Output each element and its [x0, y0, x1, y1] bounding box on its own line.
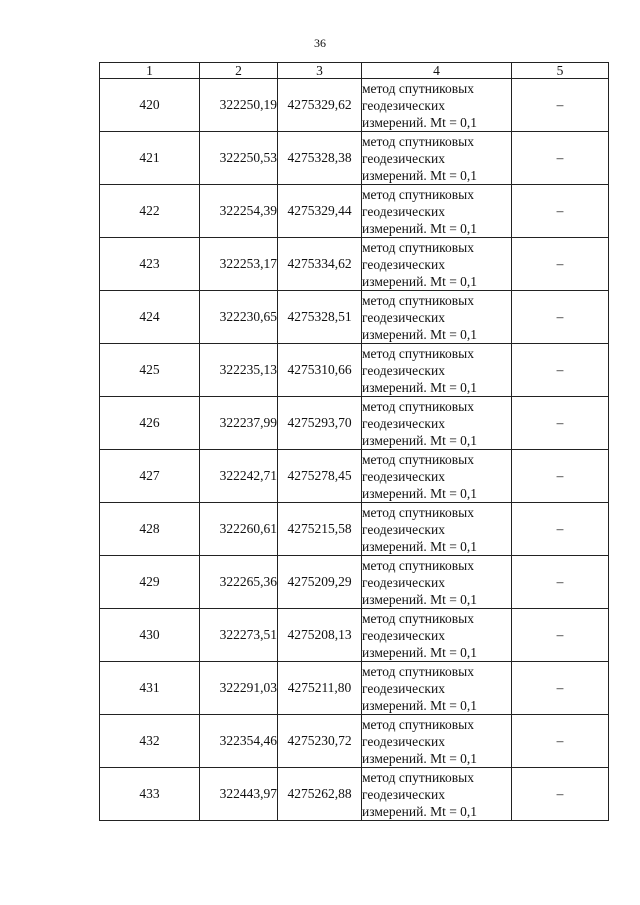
method-cell: метод спутниковых геодезических измерений. Mt = 0,1: [362, 185, 512, 238]
method-cell: метод спутниковых геодезических измерений. Mt = 0,1: [362, 556, 512, 609]
x-coordinate-cell: 322253,17: [200, 238, 278, 291]
note-cell: –: [512, 609, 609, 662]
table-row: [100, 132, 609, 185]
table-row: [100, 450, 609, 503]
x-coordinate-cell: 322354,46: [200, 715, 278, 768]
point-number-cell: 426: [100, 397, 200, 450]
x-coordinate-cell: 322235,13: [200, 344, 278, 397]
method-cell: метод спутниковых геодезических измерений. Mt = 0,1: [362, 79, 512, 132]
table-row: [100, 609, 609, 662]
x-coordinate-cell: 322230,65: [200, 291, 278, 344]
y-coordinate-cell: 4275329,44: [278, 185, 362, 238]
point-number-cell: 428: [100, 503, 200, 556]
point-number-cell: 430: [100, 609, 200, 662]
point-number-cell: 423: [100, 238, 200, 291]
table-row: [100, 662, 609, 715]
table-body: [100, 79, 609, 821]
x-coordinate-cell: 322237,99: [200, 397, 278, 450]
point-number-cell: 429: [100, 556, 200, 609]
x-coordinate-cell: 322291,03: [200, 662, 278, 715]
coordinates-table: [99, 62, 609, 821]
note-cell: –: [512, 238, 609, 291]
method-cell: метод спутниковых геодезических измерений. Mt = 0,1: [362, 291, 512, 344]
y-coordinate-cell: 4275278,45: [278, 450, 362, 503]
y-coordinate-cell: 4275262,88: [278, 768, 362, 821]
table-row: [100, 715, 609, 768]
y-coordinate-cell: 4275215,58: [278, 503, 362, 556]
point-number-cell: 431: [100, 662, 200, 715]
note-cell: –: [512, 503, 609, 556]
x-coordinate-cell: 322265,36: [200, 556, 278, 609]
method-cell: метод спутниковых геодезических измерений. Mt = 0,1: [362, 609, 512, 662]
x-coordinate-cell: 322254,39: [200, 185, 278, 238]
table-row: [100, 238, 609, 291]
point-number-cell: 432: [100, 715, 200, 768]
note-cell: –: [512, 185, 609, 238]
method-cell: метод спутниковых геодезических измерений. Mt = 0,1: [362, 238, 512, 291]
x-coordinate-cell: 322250,19: [200, 79, 278, 132]
point-number-cell: 433: [100, 768, 200, 821]
y-coordinate-cell: 4275209,29: [278, 556, 362, 609]
x-coordinate-cell: 322273,51: [200, 609, 278, 662]
table-row: [100, 291, 609, 344]
page-number: 36: [314, 36, 326, 50]
table-row: [100, 397, 609, 450]
note-cell: –: [512, 715, 609, 768]
y-coordinate-cell: 4275208,13: [278, 609, 362, 662]
method-cell: метод спутниковых геодезических измерений. Mt = 0,1: [362, 662, 512, 715]
column-header-4: 4: [362, 63, 512, 79]
column-header-1: 1: [100, 63, 200, 79]
y-coordinate-cell: 4275293,70: [278, 397, 362, 450]
y-coordinate-cell: 4275334,62: [278, 238, 362, 291]
table-row: [100, 185, 609, 238]
point-number-cell: 427: [100, 450, 200, 503]
point-number-cell: 424: [100, 291, 200, 344]
table-row: [100, 503, 609, 556]
x-coordinate-cell: 322250,53: [200, 132, 278, 185]
method-cell: метод спутниковых геодезических измерений. Mt = 0,1: [362, 450, 512, 503]
note-cell: –: [512, 397, 609, 450]
column-header-5: 5: [512, 63, 609, 79]
point-number-cell: 422: [100, 185, 200, 238]
table-row: [100, 768, 609, 821]
note-cell: –: [512, 132, 609, 185]
column-header-2: 2: [200, 63, 278, 79]
note-cell: –: [512, 291, 609, 344]
note-cell: –: [512, 79, 609, 132]
note-cell: –: [512, 344, 609, 397]
y-coordinate-cell: 4275211,80: [278, 662, 362, 715]
point-number-cell: 421: [100, 132, 200, 185]
method-cell: метод спутниковых геодезических измерений. Mt = 0,1: [362, 715, 512, 768]
method-cell: метод спутниковых геодезических измерений. Mt = 0,1: [362, 397, 512, 450]
point-number-cell: 420: [100, 79, 200, 132]
method-cell: метод спутниковых геодезических измерений. Mt = 0,1: [362, 344, 512, 397]
column-header-3: 3: [278, 63, 362, 79]
method-cell: метод спутниковых геодезических измерений. Mt = 0,1: [362, 132, 512, 185]
note-cell: –: [512, 556, 609, 609]
table-row: [100, 344, 609, 397]
y-coordinate-cell: 4275230,72: [278, 715, 362, 768]
method-cell: метод спутниковых геодезических измерений. Mt = 0,1: [362, 768, 512, 821]
table-row: [100, 79, 609, 132]
point-number-cell: 425: [100, 344, 200, 397]
y-coordinate-cell: 4275328,38: [278, 132, 362, 185]
table-row: [100, 556, 609, 609]
x-coordinate-cell: 322242,71: [200, 450, 278, 503]
x-coordinate-cell: 322260,61: [200, 503, 278, 556]
note-cell: –: [512, 768, 609, 821]
note-cell: –: [512, 450, 609, 503]
note-cell: –: [512, 662, 609, 715]
x-coordinate-cell: 322443,97: [200, 768, 278, 821]
y-coordinate-cell: 4275329,62: [278, 79, 362, 132]
table-header-row: [100, 63, 609, 79]
method-cell: метод спутниковых геодезических измерений. Mt = 0,1: [362, 503, 512, 556]
y-coordinate-cell: 4275310,66: [278, 344, 362, 397]
y-coordinate-cell: 4275328,51: [278, 291, 362, 344]
